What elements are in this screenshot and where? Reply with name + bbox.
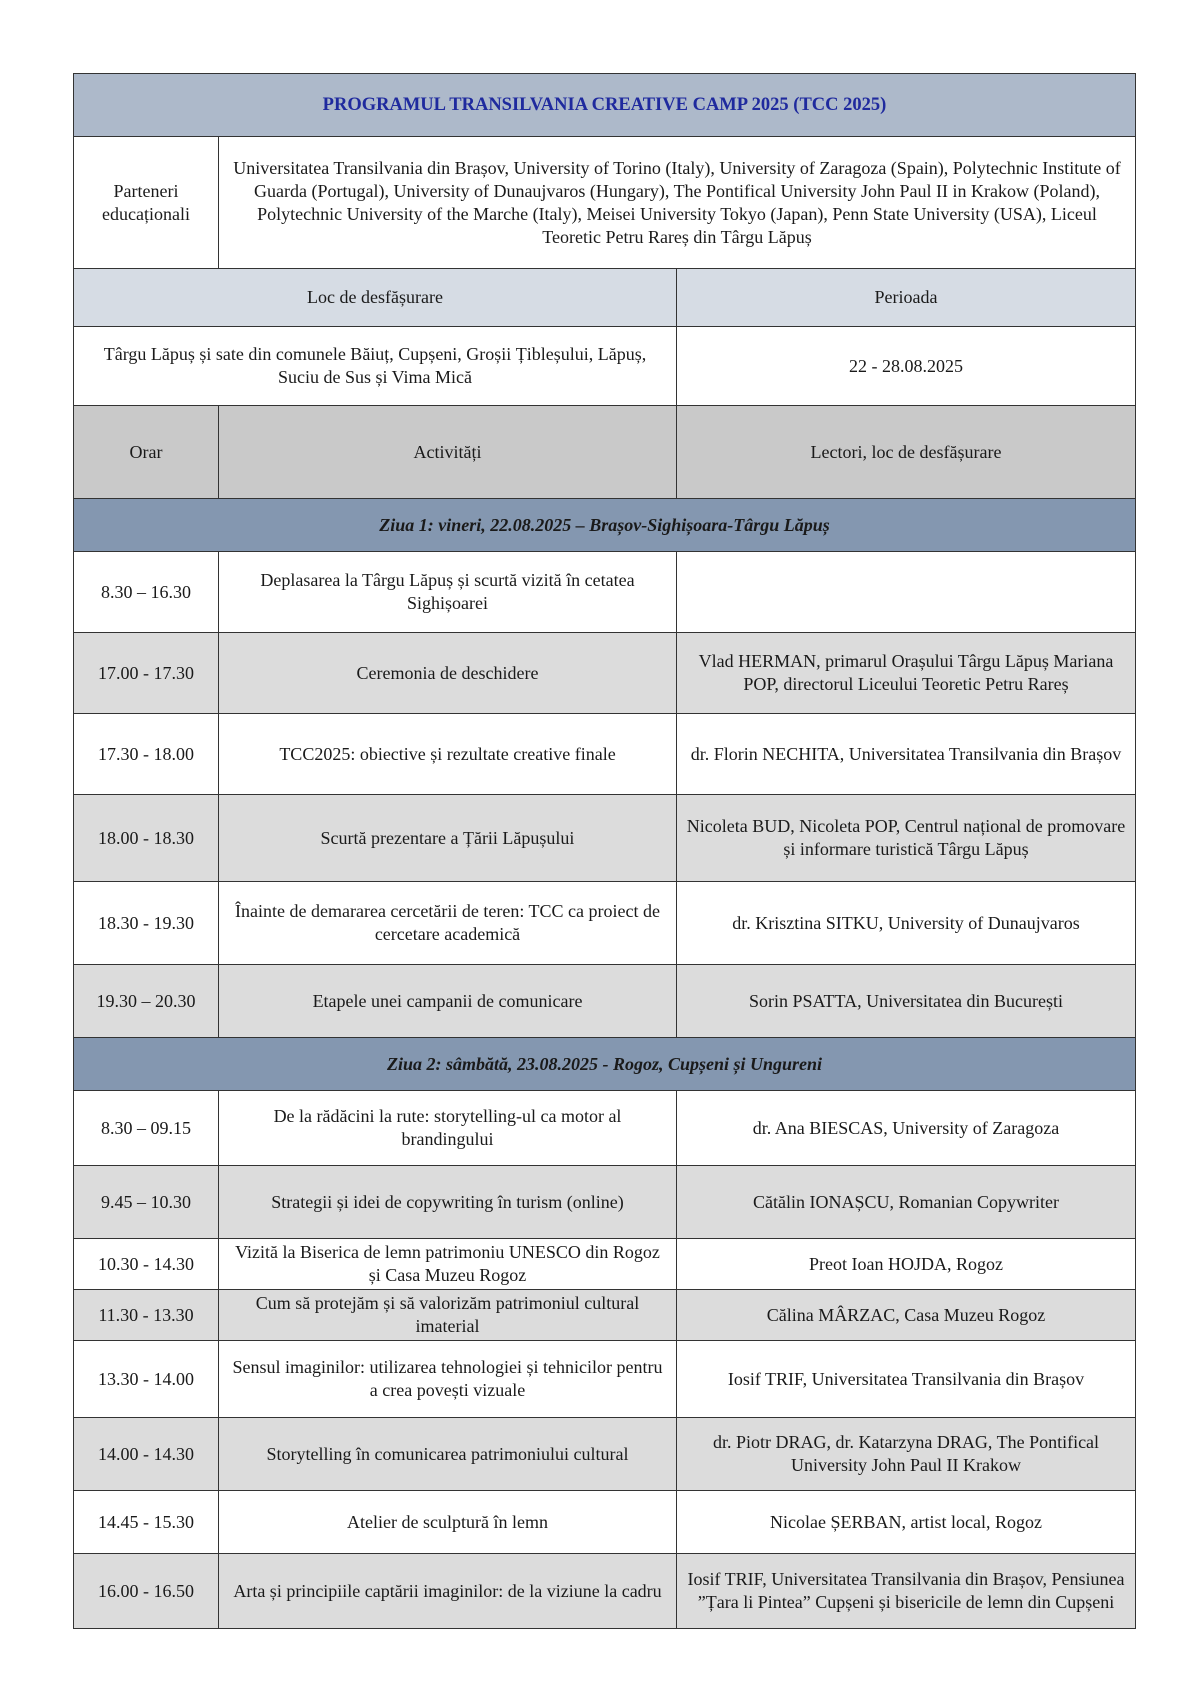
row-lecturers: Iosif TRIF, Universitatea Transilvania din Brașov xyxy=(677,1341,1136,1418)
table-row xyxy=(74,965,1136,1038)
row-lecturers: Nicoleta BUD, Nicoleta POP, Centrul național de promovare și informare turistică Târgu Lăpuș xyxy=(677,795,1136,882)
row-lecturers: dr. Krisztina SITKU, University of Dunaujvaros xyxy=(677,882,1136,965)
table-row xyxy=(74,1341,1136,1418)
row-activity: TCC2025: obiective și rezultate creative finale xyxy=(219,714,677,795)
table-row xyxy=(74,1554,1136,1629)
location-value: Târgu Lăpuș și sate din comunele Băiuț, Cupșeni, Groșii Țibleșului, Lăpuș, Suciu de Sus și Vima Mică xyxy=(74,327,677,406)
row-time: 11.30 - 13.30 xyxy=(74,1290,219,1341)
header-time: Orar xyxy=(74,406,219,499)
day2-title: Ziua 2: sâmbătă, 23.08.2025 - Rogoz, Cupșeni și Ungureni xyxy=(74,1038,1136,1091)
day1-header xyxy=(74,499,1136,552)
row-time: 19.30 – 20.30 xyxy=(74,965,219,1038)
row-activity: Arta și principiile captării imaginilor: de la viziune la cadru xyxy=(219,1554,677,1629)
period-label: Perioada xyxy=(677,269,1136,327)
row-activity: Înainte de demararea cercetării de teren: TCC ca proiect de cercetare academică xyxy=(219,882,677,965)
table-row xyxy=(74,1166,1136,1239)
partners-text: Universitatea Transilvania din Brașov, University of Torino (Italy), University of Zaragoza (Spain), Polytechnic Institute of Guarda (Portugal), University of Dunaujvaros (Hungary), The Pontifical University John Paul II in Krakow (Poland), Polytechnic University of the Marche (Italy), Meisei University Tokyo (Japan), Penn State University (USA), Liceul Teoretic Petru Rareș din Târgu Lăpuș xyxy=(219,137,1136,269)
row-activity: Cum să protejăm și să valorizăm patrimoniul cultural imaterial xyxy=(219,1290,677,1341)
table-row xyxy=(74,795,1136,882)
row-lecturers: Sorin PSATTA, Universitatea din București xyxy=(677,965,1136,1038)
column-header-row xyxy=(74,406,1136,499)
row-time: 14.45 - 15.30 xyxy=(74,1491,219,1554)
row-lecturers xyxy=(677,552,1136,633)
row-activity: Ceremonia de deschidere xyxy=(219,633,677,714)
day1-title: Ziua 1: vineri, 22.08.2025 – Brașov-Sighișoara-Târgu Lăpuș xyxy=(74,499,1136,552)
row-activity: Vizită la Biserica de lemn patrimoniu UNESCO din Rogoz și Casa Muzeu Rogoz xyxy=(219,1239,677,1290)
row-lecturers: dr. Piotr DRAG, dr. Katarzyna DRAG, The Pontifical University John Paul II Krakow xyxy=(677,1418,1136,1491)
row-time: 10.30 - 14.30 xyxy=(74,1239,219,1290)
program-title: PROGRAMUL TRANSILVANIA CREATIVE CAMP 2025 (TCC 2025) xyxy=(74,74,1136,137)
row-time: 17.00 - 17.30 xyxy=(74,633,219,714)
row-lecturers: Călina MÂRZAC, Casa Muzeu Rogoz xyxy=(677,1290,1136,1341)
row-time: 18.00 - 18.30 xyxy=(74,795,219,882)
row-lecturers: dr. Florin NECHITA, Universitatea Transilvania din Brașov xyxy=(677,714,1136,795)
table-row xyxy=(74,552,1136,633)
table-row xyxy=(74,714,1136,795)
header-activity: Activități xyxy=(219,406,677,499)
row-activity: De la rădăcini la rute: storytelling-ul ca motor al brandingului xyxy=(219,1091,677,1166)
row-activity: Strategii și idei de copywriting în turism (online) xyxy=(219,1166,677,1239)
row-time: 16.00 - 16.50 xyxy=(74,1554,219,1629)
partners-label: Parteneri educaționali xyxy=(74,137,219,269)
row-time: 9.45 – 10.30 xyxy=(74,1166,219,1239)
row-activity: Deplasarea la Târgu Lăpuș și scurtă vizită în cetatea Sighișoarei xyxy=(219,552,677,633)
row-time: 13.30 - 14.00 xyxy=(74,1341,219,1418)
title-row xyxy=(74,74,1136,137)
location-header-row xyxy=(74,269,1136,327)
table-row xyxy=(74,1491,1136,1554)
table-row xyxy=(74,1418,1136,1491)
row-lecturers: Iosif TRIF, Universitatea Transilvania din Brașov, Pensiunea ”Țara li Pintea” Cupșeni și bisericile de lemn din Cupșeni xyxy=(677,1554,1136,1629)
row-time: 18.30 - 19.30 xyxy=(74,882,219,965)
row-lecturers: Nicolae ȘERBAN, artist local, Rogoz xyxy=(677,1491,1136,1554)
row-activity: Sensul imaginilor: utilizarea tehnologiei și tehnicilor pentru a crea povești vizuale xyxy=(219,1341,677,1418)
program-table xyxy=(73,73,1136,1629)
row-lecturers: dr. Ana BIESCAS, University of Zaragoza xyxy=(677,1091,1136,1166)
row-activity: Atelier de sculptură în lemn xyxy=(219,1491,677,1554)
row-time: 8.30 – 09.15 xyxy=(74,1091,219,1166)
row-time: 17.30 - 18.00 xyxy=(74,714,219,795)
table-row xyxy=(74,1091,1136,1166)
table-row xyxy=(74,1290,1136,1341)
row-lecturers: Preot Ioan HOJDA, Rogoz xyxy=(677,1239,1136,1290)
row-time: 14.00 - 14.30 xyxy=(74,1418,219,1491)
row-activity: Etapele unei campanii de comunicare xyxy=(219,965,677,1038)
row-lecturers: Cătălin IONAȘCU, Romanian Copywriter xyxy=(677,1166,1136,1239)
table-row xyxy=(74,882,1136,965)
day2-header xyxy=(74,1038,1136,1091)
table-row xyxy=(74,633,1136,714)
table-row xyxy=(74,1239,1136,1290)
row-activity: Storytelling în comunicarea patrimoniului cultural xyxy=(219,1418,677,1491)
location-value-row xyxy=(74,327,1136,406)
location-label: Loc de desfășurare xyxy=(74,269,677,327)
header-lecturers: Lectori, loc de desfășurare xyxy=(677,406,1136,499)
partners-row xyxy=(74,137,1136,269)
period-value: 22 - 28.08.2025 xyxy=(677,327,1136,406)
row-time: 8.30 – 16.30 xyxy=(74,552,219,633)
row-activity: Scurtă prezentare a Țării Lăpușului xyxy=(219,795,677,882)
row-lecturers: Vlad HERMAN, primarul Orașului Târgu Lăpuș Mariana POP, directorul Liceului Teoretic Petru Rareș xyxy=(677,633,1136,714)
